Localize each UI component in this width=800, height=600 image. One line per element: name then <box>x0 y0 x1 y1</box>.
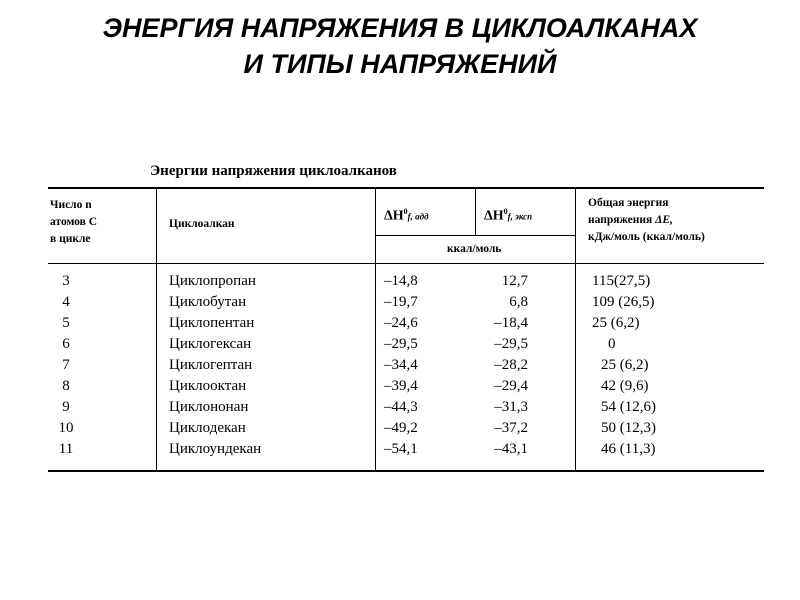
cell-enthalpy-experimental: –31,3 <box>494 399 528 415</box>
strain-energy-table <box>48 187 764 472</box>
cell-enthalpy-experimental: –29,4 <box>494 378 528 394</box>
cell-cycloalkane: Циклооктан <box>169 378 247 394</box>
table-row <box>48 376 764 397</box>
cell-cycloalkane: Циклодекан <box>169 420 246 436</box>
cell-total-strain: 46 (11,3) <box>601 441 656 457</box>
cell-cycloalkane: Циклогептан <box>169 357 253 373</box>
cell-atom-count: 10 <box>58 420 74 436</box>
table-row <box>48 292 764 313</box>
cell-cycloalkane: Циклобутан <box>169 294 247 310</box>
cell-total-strain: 25 (6,2) <box>601 357 649 373</box>
cell-atom-count: 4 <box>62 294 70 310</box>
table-row <box>48 397 764 418</box>
cell-atom-count: 3 <box>62 273 70 289</box>
cell-total-strain: 50 (12,3) <box>601 420 656 436</box>
table-row <box>48 334 764 355</box>
cell-total-strain: 115(27,5) <box>592 273 651 289</box>
cell-enthalpy-experimental: 6,8 <box>509 294 528 310</box>
header-units: ккал/моль <box>447 243 502 255</box>
cell-cycloalkane: Циклопропан <box>169 273 256 289</box>
cell-cycloalkane: Циклогексан <box>169 336 252 352</box>
table-caption: Энергии напряжения циклоалканов <box>150 163 397 179</box>
cell-cycloalkane: Циклоундекан <box>169 441 262 457</box>
cell-total-strain: 0 <box>608 336 616 352</box>
page-title <box>0 10 800 82</box>
cell-enthalpy-experimental: –28,2 <box>494 357 528 373</box>
cell-atom-count: 8 <box>62 378 70 394</box>
table-row <box>48 418 764 439</box>
cell-enthalpy-additive: –39,4 <box>384 378 418 394</box>
cell-total-strain: 54 (12,6) <box>601 399 656 415</box>
cell-total-strain: 25 (6,2) <box>592 315 640 331</box>
cell-atom-count: 7 <box>62 357 70 373</box>
cell-total-strain: 109 (26,5) <box>592 294 655 310</box>
title-line-1: ЭНЕРГИЯ НАПРЯЖЕНИЯ В ЦИКЛОАЛКАНАХ <box>102 13 698 43</box>
cell-total-strain: 42 (9,6) <box>601 378 649 394</box>
cell-enthalpy-additive: –29,5 <box>384 336 418 352</box>
cell-atom-count: 9 <box>62 399 70 415</box>
table-row <box>48 355 764 376</box>
cell-enthalpy-additive: –19,7 <box>384 294 418 310</box>
header-cycloalkane: Циклоалкан <box>169 218 235 230</box>
cell-enthalpy-additive: –14,8 <box>384 273 418 289</box>
cell-enthalpy-additive: –49,2 <box>384 420 418 436</box>
cell-enthalpy-experimental: –29,5 <box>494 336 528 352</box>
header-enthalpy-experimental: $\Delta H^0f$, эксп <box>484 207 533 224</box>
header-enthalpy-additive: $\Delta H^0f$, адд <box>384 207 429 224</box>
cell-enthalpy-additive: –44,3 <box>384 399 418 415</box>
table-row <box>48 271 764 292</box>
header-total-strain: Общая энергия напряжения ΔE, кДж/моль (ккал/моль) <box>588 197 705 243</box>
cell-atom-count: 6 <box>62 336 70 352</box>
cell-enthalpy-additive: –54,1 <box>384 441 418 457</box>
cell-cycloalkane: Циклононан <box>169 399 249 415</box>
cell-enthalpy-additive: –34,4 <box>384 357 418 373</box>
header-atom-count: Число n атомов С в цикле <box>50 199 98 245</box>
cell-enthalpy-experimental: 12,7 <box>501 273 528 289</box>
title-line-2: И ТИПЫ НАПРЯЖЕНИЙ <box>243 49 557 79</box>
cell-enthalpy-additive: –24,6 <box>384 315 418 331</box>
cell-enthalpy-experimental: –18,4 <box>494 315 528 331</box>
units-rule <box>375 235 575 236</box>
table-row <box>48 439 764 460</box>
cell-atom-count: 11 <box>58 441 74 457</box>
cell-enthalpy-experimental: –43,1 <box>494 441 528 457</box>
cell-atom-count: 5 <box>62 315 70 331</box>
cell-cycloalkane: Циклопентан <box>169 315 255 331</box>
column-divider-3 <box>475 187 476 235</box>
cell-enthalpy-experimental: –37,2 <box>494 420 528 436</box>
table-row <box>48 313 764 334</box>
